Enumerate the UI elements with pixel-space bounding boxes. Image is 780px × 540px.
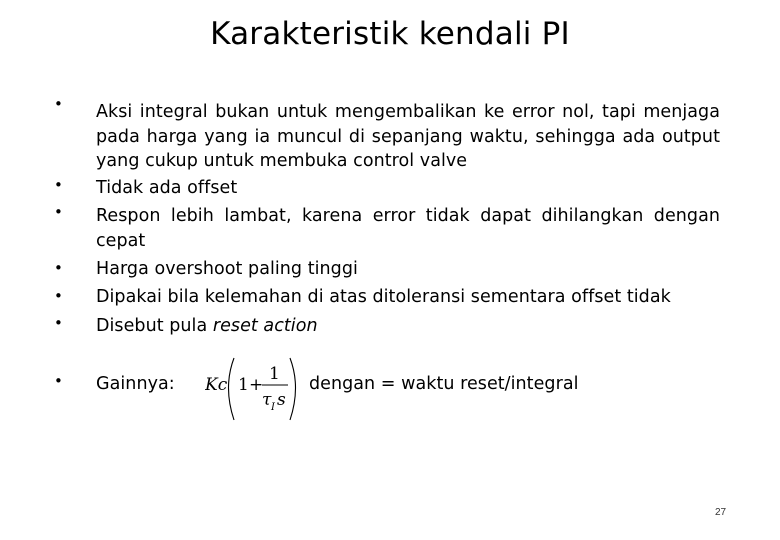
bullet-text-5: Dipakai bila kelemahan di atas ditoleransi sementara offset tidak — [96, 287, 671, 307]
bullet-marker: • — [54, 95, 63, 113]
formula-numerator: 1 — [269, 364, 280, 384]
right-paren — [290, 358, 296, 420]
bullet-marker: • — [54, 287, 63, 305]
formula-tau: τ — [262, 390, 272, 410]
gain-formula — [205, 354, 297, 424]
bullet-text-3: Respon lebih lambat, karena error tidak dapat dihilangkan dengan cepat — [96, 206, 720, 251]
bullet-marker: • — [54, 314, 63, 332]
bullet-text-1: Aksi integral bukan untuk mengembalikan ke error nol, tapi menjaga pada harga yang ia muncul di sepanjang waktu, sehingga ada output yang cukup untuk membuka control valve — [96, 102, 720, 171]
bullet-text-7: Gainnya: — [96, 374, 175, 394]
formula-plus: + — [249, 375, 264, 395]
formula-one: 1 — [238, 375, 249, 395]
bullet-marker: • — [54, 372, 63, 390]
bullet-marker: • — [54, 176, 63, 194]
bullet-text-6-italic: reset action — [212, 316, 318, 336]
bullet-text-2: Tidak ada offset — [96, 178, 238, 198]
bullet-text-4: Harga overshoot paling tinggi — [96, 259, 358, 279]
slide-title: Karakteristik kendali PI — [210, 16, 570, 52]
formula-coef: Kc — [205, 375, 228, 395]
bullet-text-6-plain: Disebut pula — [96, 316, 208, 336]
bullet-text-6 — [96, 314, 318, 339]
left-paren — [229, 358, 235, 420]
gain-description: dengan = waktu reset/integral — [309, 374, 579, 394]
bullet-marker: • — [54, 203, 63, 221]
bullet-marker: • — [54, 259, 63, 277]
formula-tau-subscript: I — [271, 402, 275, 413]
formula-s: s — [277, 390, 286, 410]
page-number: 27 — [715, 507, 727, 518]
